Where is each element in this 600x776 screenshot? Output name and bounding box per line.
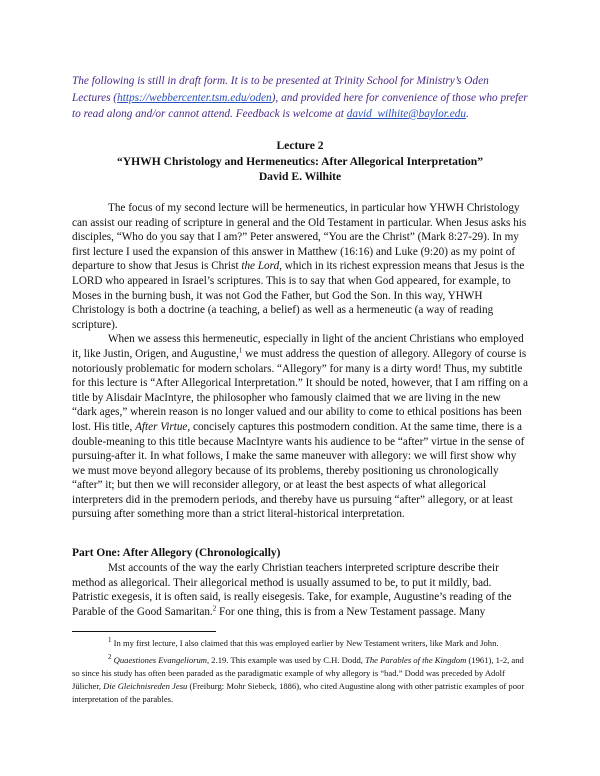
footnote-1-text: In my first lecture, I also claimed that this was employed earlier by New Testament writers, like Mark and John. xyxy=(111,638,499,648)
lecture-number: Lecture 2 xyxy=(276,139,324,152)
footnote-2-julicher-title: Die Gleichnisreden Jesu xyxy=(103,681,188,691)
lecture-title: “YHWH Christology and Hermeneutics: After Allegorical Interpretation” xyxy=(116,154,483,168)
paragraph-3 xyxy=(72,561,528,619)
paragraph-3-text-end: For one thing, this is from a New Testament passage. Many xyxy=(216,605,486,618)
paragraph-3-text: Mst accounts of the way the early Christian teachers interpreted scripture describe their method as allegorical. Their allegorical method is usually assumed to be, to put it mildly, bad. Patristic exegesis, it is often said, is really eisegesis. Take, for example, Augustine’s reading of the Parable of the Good Samaritan. xyxy=(72,562,512,618)
draft-notice xyxy=(72,73,528,123)
footnote-2-number: 2 xyxy=(108,653,112,662)
footnote-ref-2[interactable]: 2 xyxy=(212,604,217,613)
body-text xyxy=(72,201,528,522)
section-heading: Part One: After Allegory (Chronologically) xyxy=(72,547,281,559)
paragraph-1-text: The focus of my second lecture will be hermeneutics, in particular how YHWH Christology can assist our reading of scripture in general and the Old Testament in particular. When Jesus asks his disciples, “Who do you say that I am?” Peter answered, “You are the Christ” (Mark 8:27-29). In my first lecture I used the expansion of this answer in Matthew (16:16) and Luke (9:20) as my point of departure to show that Jesus is Christ xyxy=(72,202,527,273)
draft-notice-text-end: . xyxy=(466,108,469,120)
footnotes xyxy=(72,637,528,710)
footnote-ref-1[interactable]: 1 xyxy=(238,346,243,355)
author-name: David E. Wilhite xyxy=(258,170,342,183)
feedback-email-link[interactable]: david_wilhite@baylor.edu xyxy=(346,108,467,120)
paragraph-1-text-end: , which in its richest expression means that Jesus is the LORD who appeared in Israel’s scriptures. This is to say that when God appeared, for example, to Moses in the burning bush, it was not God the Father, but God the Son. In this way, YHWH Christology is both a doctrine (a teaching, a belief) as well as a hermeneutic (a way of reading scripture). xyxy=(72,260,525,331)
title-block xyxy=(72,138,528,185)
paragraph-1-emphasis: the Lord xyxy=(241,260,280,273)
footnote-2-text-end: (Freiburg: Mohr Siebeck, 1886), who cited Augustine along with other patristic examples of poor interpretation of the parables. xyxy=(72,681,525,704)
footnote-2-text-middle: (1961), 1-2, and so since his study has often been paraded as the paradigmatic example of why allegory is “bad.” Dodd was preceded by Adolf Jülicher, xyxy=(72,655,524,691)
paragraph-2 xyxy=(72,332,528,522)
book-title-after-virtue: After Virtue xyxy=(135,420,188,433)
footnote-1 xyxy=(72,637,528,650)
footnote-1-number: 1 xyxy=(108,636,112,645)
draft-notice-text-middle: ), and provided here for convenience of those who prefer to read along and/or cannot attend. Feedback is welcome at xyxy=(72,91,528,120)
paragraph-1 xyxy=(72,201,528,332)
draft-notice-text: The following is still in draft form. It is to be presented at Trinity School for Ministry’s Oden Lectures ( xyxy=(72,75,489,104)
paragraph-2-text-middle: we must address the question of allegory. Allegory of course is notoriously problematic for modern scholars. “Allegory” for many is a dirty word! Thus, my subtitle for this lecture is “After Allegorical Interpretation.” It should be noted, however, that I am riffing on a title by Alisdair MacIntyre, the philosopher who famously claimed that we are living in the new “dark ages,” wherein reason is no longer valued and our ability to come to ethical positions has been lost. His title, xyxy=(72,347,529,433)
footnote-2-work-title: Quaestiones Evangeliorum xyxy=(113,655,207,665)
footnote-2-dodd-title: The Parables of the Kingdom xyxy=(365,655,467,665)
footnote-divider xyxy=(72,631,216,632)
footnote-2-text: , 2.19. This example was used by C.H. Dodd, xyxy=(206,655,366,665)
footnote-2 xyxy=(72,654,528,706)
part-one-text xyxy=(72,561,528,619)
paragraph-2-text-end: , concisely captures this postmodern condition. At the same time, there is a double-meaning to this title because MacIntyre wants his audience to be “after” virtue in the sense of pursuing-after it. In what follows, I make the same maneuver with allegory: we will first show why we must move beyond allegory because of its problems, thereby positioning us chronologically “after” it; but then we will reconsider allegory, or at least the best aspects of what allegorical interpreters did in the premodern periods, and thereby have us pursuing “after” allegory, or at least pursuing after something more than a strict literal-historical interpretation. xyxy=(72,420,525,521)
oden-lectures-link[interactable]: https://webbercenter.tsm.edu/oden xyxy=(117,91,272,104)
paragraph-2-text: When we assess this hermeneutic, especially in light of the ancient Christians who employed it, like Justin, Origen, and Augustine, xyxy=(72,333,524,360)
